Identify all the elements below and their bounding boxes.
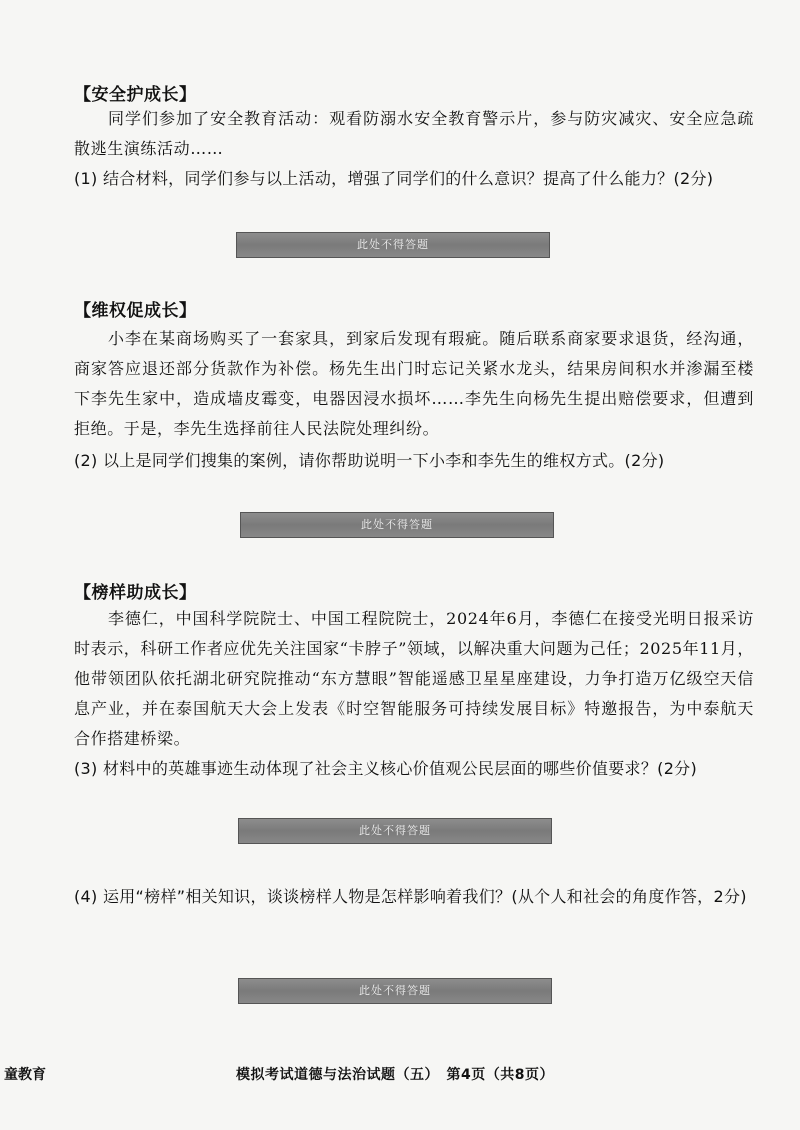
question-2: (2) 以上是同学们搜集的案例，请你帮助说明一下小李和李先生的维权方式。(2分)	[74, 451, 665, 470]
no-answer-zone-2: 此处不得答题	[240, 512, 554, 538]
section-paragraph-rights: 小李在某商场购买了一套家具，到家后发现有瑕疵。随后联系商家要求退货，经沟通，商家答应退还部分货款作为补偿。杨先生出门时忘记关紧水龙头，结果房间积水并渗漏至楼下李先生家中，造成墙皮霉变，电器因浸水损坏……李先生向杨先生提出赔偿要求，但遭到拒绝。于是，李先生选择前往人民法院处理纠纷。	[74, 329, 754, 438]
section-heading-safety: 【安全护成长】	[74, 85, 197, 105]
no-answer-zone-1: 此处不得答题	[236, 232, 550, 258]
footer-page-info: 模拟考试道德与法治试题（五） 第4页（共8页）	[236, 1067, 554, 1083]
footer-publisher: 童教育	[4, 1067, 46, 1083]
no-answer-zone-4: 此处不得答题	[238, 978, 552, 1004]
section-heading-rights: 【维权促成长】	[74, 301, 197, 321]
section-paragraph-safety: 同学们参加了安全教育活动：观看防溺水安全教育警示片，参与防灾减灾、安全应急疏散逃生演练活动……	[74, 109, 754, 158]
no-answer-zone-3: 此处不得答题	[238, 818, 552, 844]
question-3: (3) 材料中的英雄事迹生动体现了社会主义核心价值观公民层面的哪些价值要求？(2分)	[74, 759, 698, 778]
question-1: (1) 结合材料，同学们参与以上活动，增强了同学们的什么意识？提高了什么能力？(2分)	[74, 169, 714, 188]
question-4: (4) 运用“榜样”相关知识，谈谈榜样人物是怎样影响着我们？(从个人和社会的角度作答，2分)	[74, 887, 747, 906]
section-paragraph-role-model: 李德仁，中国科学院院士、中国工程院院士，2024年6月，李德仁在接受光明日报采访时表示，科研工作者应优先关注国家“卡脖子”领域，以解决重大问题为己任；2025年11月，他带领团队依托湖北研究院推动“东方慧眼”智能遥感卫星星座建设，力争打造万亿级空天信息产业，并在泰国航天大会上发表《时空智能服务可持续发展目标》特邀报告，为中泰航天合作搭建桥梁。	[74, 609, 754, 748]
section-heading-role-model: 【榜样助成长】	[74, 583, 197, 603]
